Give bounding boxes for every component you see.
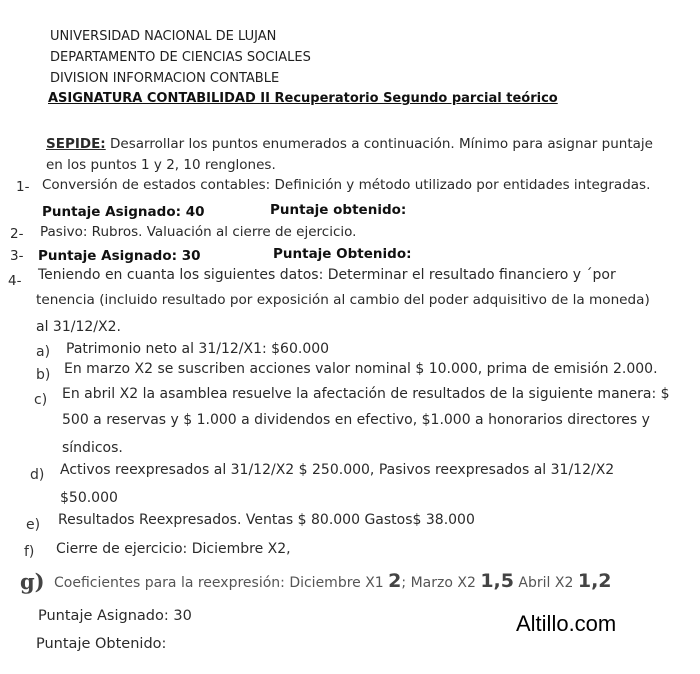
subitem-g-text: Coeficientes para la reexpresión: Diciembre X1 xyxy=(54,575,389,591)
subitem-b-text: En marzo X2 se suscriben acciones valor nominal $ 10.000, prima de emisión 2.000. xyxy=(64,361,658,377)
coef-march: 1,5 xyxy=(480,570,514,592)
subitem-g-line xyxy=(54,572,612,592)
item-2-text: Pasivo: Rubros. Valuación al cierre de ejercicio. xyxy=(40,224,357,240)
instructions-line-1 xyxy=(46,135,653,153)
sepide-label: SEPIDE: xyxy=(46,136,106,152)
instructions-text-1: Desarrollar los puntos enumerados a continuación. Mínimo para asignar puntaje xyxy=(105,136,653,152)
subject-title: ASIGNATURA CONTABILIDAD II Recuperatorio Segundo parcial teórico xyxy=(48,91,558,106)
item-1-obtained: Puntaje obtenido: xyxy=(270,202,407,218)
subitem-g-march: ; Marzo X2 xyxy=(401,575,481,591)
item-4-text-3: al 31/12/X2. xyxy=(36,319,121,335)
subitem-g-label: g) xyxy=(20,569,45,594)
division-name: DIVISION INFORMACION CONTABLE xyxy=(50,71,280,86)
subitem-a-label: a) xyxy=(36,344,51,360)
subitem-c-text-2: 500 a reservas y $ 1.000 a dividendos en efectivo, $1.000 a honorarios directores y xyxy=(62,412,650,428)
coef-april: 1,2 xyxy=(577,570,612,592)
item-2-number: 2- xyxy=(10,226,24,242)
subitem-f-text: Cierre de ejercicio: Diciembre X2, xyxy=(56,541,291,557)
item-3-assigned: Puntaje Asignado: 30 xyxy=(38,248,201,264)
university-name: UNIVERSIDAD NACIONAL DE LUJAN xyxy=(50,29,277,44)
subitem-b-label: b) xyxy=(36,367,51,383)
coef-december: 2 xyxy=(388,570,402,592)
altillo-watermark: Altillo.com xyxy=(516,611,617,636)
department-name: DEPARTAMENTO DE CIENCIAS SOCIALES xyxy=(50,50,311,65)
subitem-d-text-1: Activos reexpresados al 31/12/X2 $ 250.000, Pasivos reexpresados al 31/12/X2 xyxy=(60,462,615,478)
item-3-obtained: Puntaje Obtenido: xyxy=(273,246,412,262)
subitem-g-april: Abril X2 xyxy=(513,575,578,591)
subitem-c-text-1: En abril X2 la asamblea resuelve la afectación de resultados de la siguiente manera: $ xyxy=(62,386,670,402)
item-4-text-1: Teniendo en cuanta los siguientes datos: Determinar el resultado financiero y ´por xyxy=(38,267,616,283)
item-3-number: 3- xyxy=(10,248,24,264)
item-4-text-2: tenencia (incluido resultado por exposición al cambio del poder adquisitivo de la moneda) xyxy=(36,292,650,308)
instructions-line-2: en los puntos 1 y 2, 10 renglones. xyxy=(46,157,276,173)
footer-obtained: Puntaje Obtenido: xyxy=(36,636,167,652)
subitem-e-label: e) xyxy=(26,517,41,533)
item-4-number: 4- xyxy=(8,273,22,289)
subitem-e-text: Resultados Reexpresados. Ventas $ 80.000 Gastos$ 38.000 xyxy=(58,512,475,528)
footer-assigned: Puntaje Asignado: 30 xyxy=(38,608,192,624)
subitem-c-text-3: síndicos. xyxy=(62,440,123,456)
item-1-text: Conversión de estados contables: Definición y método utilizado por entidades integradas. xyxy=(42,177,651,193)
item-1-number: 1- xyxy=(16,179,30,195)
subitem-d-label: d) xyxy=(30,467,45,483)
subitem-a-text: Patrimonio neto al 31/12/X1: $60.000 xyxy=(66,341,330,357)
item-1-assigned: Puntaje Asignado: 40 xyxy=(42,204,205,220)
subitem-f-label: f) xyxy=(24,544,35,560)
subitem-c-label: c) xyxy=(34,392,48,408)
subitem-d-text-2: $50.000 xyxy=(60,490,118,506)
